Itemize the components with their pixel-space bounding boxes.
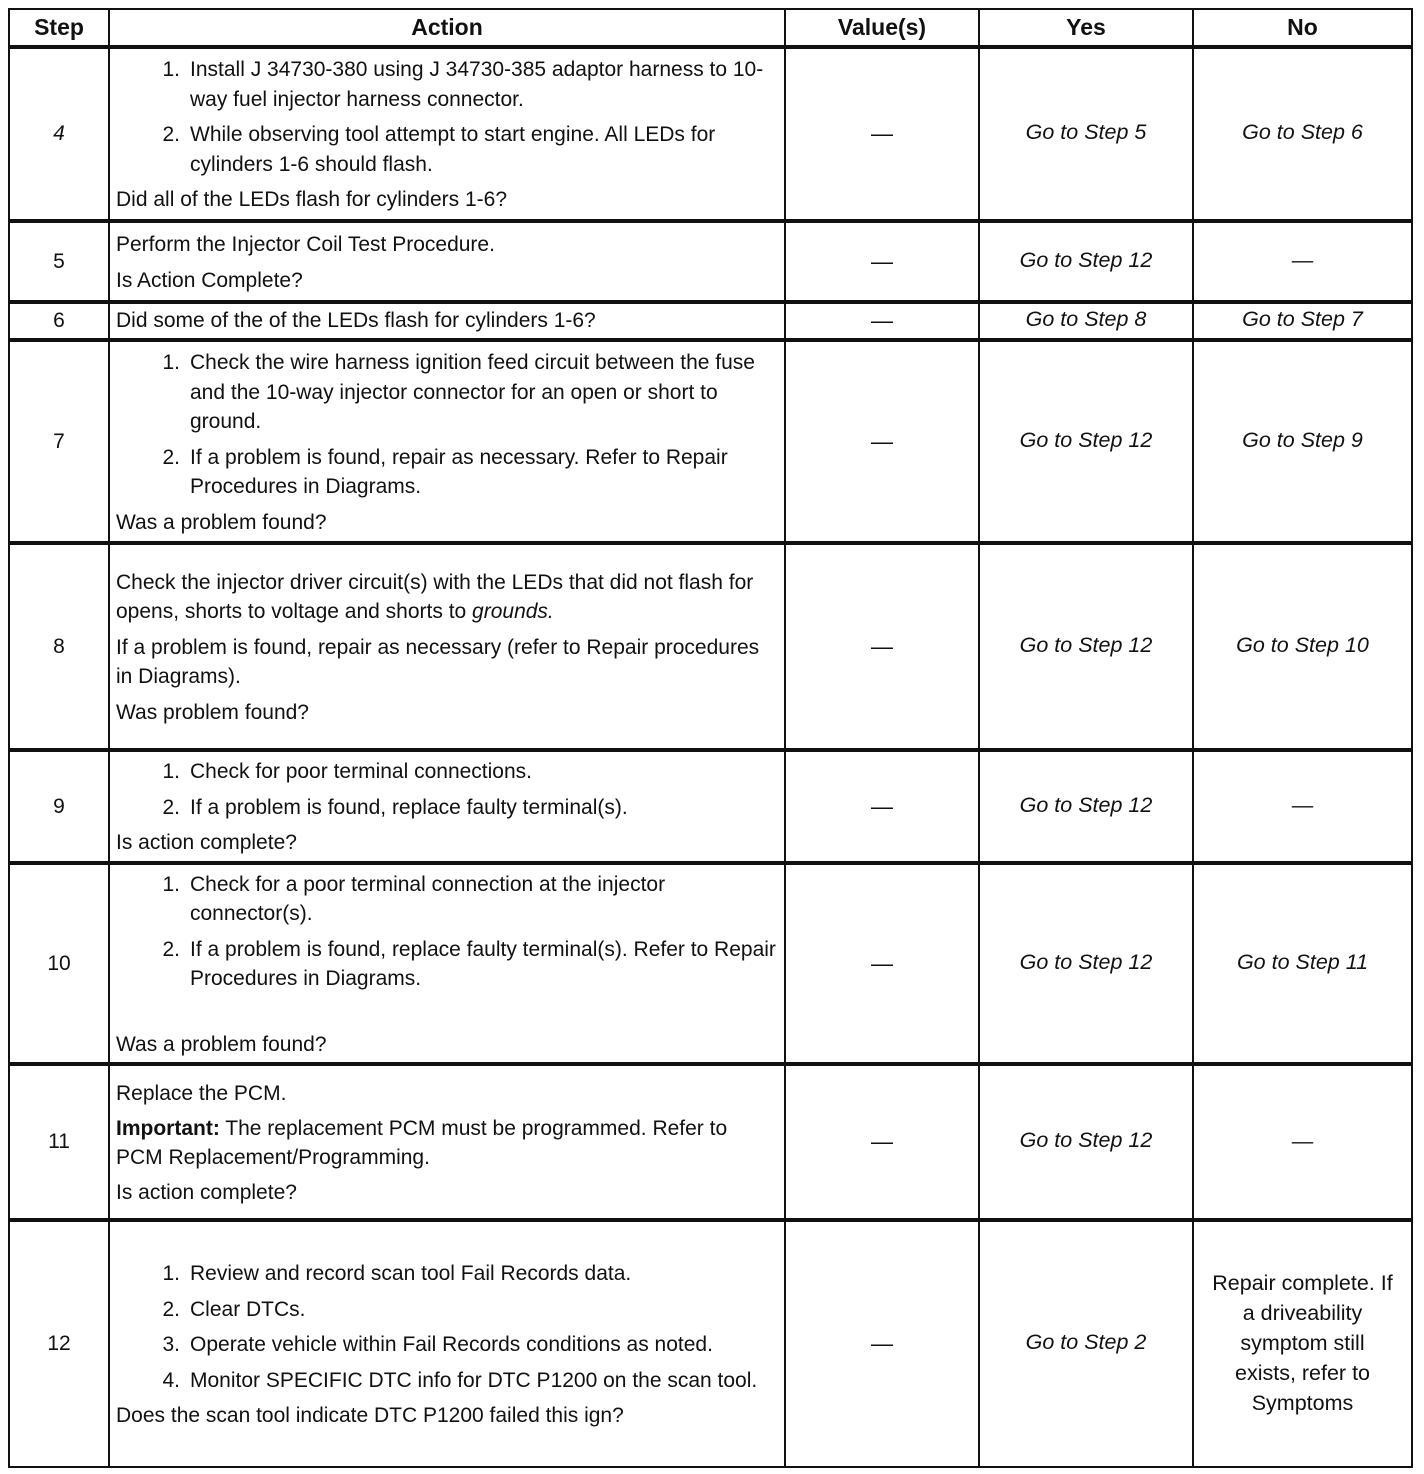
header-no: No <box>1193 9 1412 47</box>
action-question: Is action complete? <box>116 831 297 855</box>
yes-cell: Go to Step 12 <box>979 1064 1193 1220</box>
no-cell: — <box>1193 1064 1412 1220</box>
no-cell: — <box>1193 750 1412 863</box>
header-step: Step <box>9 9 109 47</box>
step-number: 12 <box>9 1220 109 1467</box>
action-cell <box>109 1064 785 1220</box>
table-row <box>9 340 1412 544</box>
action-cell <box>109 750 785 863</box>
table-row <box>9 1220 1412 1467</box>
yes-cell: Go to Step 8 <box>979 302 1193 340</box>
step-number: 9 <box>9 750 109 863</box>
yes-cell: Go to Step 5 <box>979 47 1193 221</box>
action-text: Perform the Injector Coil Test Procedure. <box>116 233 495 257</box>
yes-cell: Go to Step 12 <box>979 340 1193 544</box>
step-number: 5 <box>9 221 109 301</box>
action-cell <box>109 302 785 340</box>
yes-cell: Go to Step 12 <box>979 863 1193 1064</box>
action-cell <box>109 863 785 1064</box>
no-cell: Go to Step 10 <box>1193 543 1412 750</box>
action-question: Is Action Complete? <box>116 268 303 292</box>
no-cell: Go to Step 6 <box>1193 47 1412 221</box>
yes-cell: Go to Step 12 <box>979 750 1193 863</box>
step-number: 7 <box>9 340 109 544</box>
action-item: 1. Review and record scan tool Fail Records data. <box>162 1262 632 1286</box>
step-number: 4 <box>9 47 109 221</box>
table-row <box>9 221 1412 301</box>
action-item: 1. Check the wire harness ignition feed circuit between the fuse and the 10-way injector connector for an open or short to ground. <box>162 351 755 434</box>
no-cell: Go to Step 7 <box>1193 302 1412 340</box>
value-cell: — <box>785 1220 979 1467</box>
header-row <box>9 9 1412 47</box>
table-row <box>9 47 1412 221</box>
table-row <box>9 750 1412 863</box>
no-cell: Repair complete. If a driveability symptom still exists, refer to Symptoms <box>1193 1220 1412 1467</box>
action-cell <box>109 47 785 221</box>
value-cell: — <box>785 340 979 544</box>
header-action: Action <box>109 9 785 47</box>
yes-cell: Go to Step 12 <box>979 221 1193 301</box>
action-text: Replace the PCM. <box>116 1081 287 1105</box>
action-item: 2. Clear DTCs. <box>162 1297 306 1321</box>
action-question: Was a problem found? <box>116 510 327 534</box>
action-question: Was a problem found? <box>116 1032 327 1056</box>
step-number: 6 <box>9 302 109 340</box>
step-number: 8 <box>9 543 109 750</box>
table-row <box>9 1064 1412 1220</box>
header-yes: Yes <box>979 9 1193 47</box>
action-cell <box>109 1220 785 1467</box>
action-question: Does the scan tool indicate DTC P1200 failed this ign? <box>116 1404 624 1428</box>
value-cell: — <box>785 1064 979 1220</box>
action-item: 2. If a problem is found, replace faulty terminal(s). Refer to Repair Procedures in Diagrams. <box>162 937 776 991</box>
value-cell: — <box>785 543 979 750</box>
no-cell: Go to Step 11 <box>1193 863 1412 1064</box>
value-cell: — <box>785 221 979 301</box>
action-item: 2. While observing tool attempt to start engine. All LEDs for cylinders 1-6 should flash. <box>162 123 716 176</box>
yes-cell: Go to Step 2 <box>979 1220 1193 1467</box>
step-number: 10 <box>9 863 109 1064</box>
no-cell: Go to Step 9 <box>1193 340 1412 544</box>
action-item: 4. Monitor SPECIFIC DTC info for DTC P1200 on the scan tool. <box>162 1368 758 1392</box>
value-cell: — <box>785 47 979 221</box>
action-item: 1. Install J 34730-380 using J 34730-385 adaptor harness to 10-way fuel injector harness connector. <box>162 58 764 111</box>
action-item: 3. Operate vehicle within Fail Records conditions as noted. <box>162 1333 713 1357</box>
value-cell: — <box>785 750 979 863</box>
action-question: Was problem found? <box>116 700 309 724</box>
action-cell <box>109 221 785 301</box>
value-cell: — <box>785 863 979 1064</box>
step-number: 11 <box>9 1064 109 1220</box>
action-item: 1. Check for poor terminal connections. <box>162 760 532 784</box>
table-row <box>9 863 1412 1064</box>
diagnostic-table <box>8 8 1413 1468</box>
action-cell <box>109 543 785 750</box>
no-cell: — <box>1193 221 1412 301</box>
action-item: 2. If a problem is found, replace faulty terminal(s). <box>162 795 628 819</box>
action-item: 2. If a problem is found, repair as necessary. Refer to Repair Procedures in Diagrams. <box>162 445 728 499</box>
action-text: If a problem is found, repair as necessary (refer to Repair procedures in Diagrams). <box>116 635 760 689</box>
action-question: Is action complete? <box>116 1181 297 1205</box>
value-cell: — <box>785 302 979 340</box>
action-cell <box>109 340 785 544</box>
action-question: Did some of the of the LEDs flash for cylinders 1-6? <box>116 309 596 332</box>
table-row <box>9 543 1412 750</box>
header-values: Value(s) <box>785 9 979 47</box>
action-question: Did all of the LEDs flash for cylinders 1-6? <box>116 188 508 212</box>
action-text: Check the injector driver circuit(s) with the LEDs that did not flash for opens, shorts to voltage and shorts to grounds. <box>116 570 754 624</box>
table-row <box>9 302 1412 340</box>
action-item: 1. Check for a poor terminal connection at the injector connector(s). <box>162 872 666 926</box>
important-note: Important: The replacement PCM must be programmed. Refer to PCM Replacement/Programming. <box>116 1117 728 1170</box>
yes-cell: Go to Step 12 <box>979 543 1193 750</box>
